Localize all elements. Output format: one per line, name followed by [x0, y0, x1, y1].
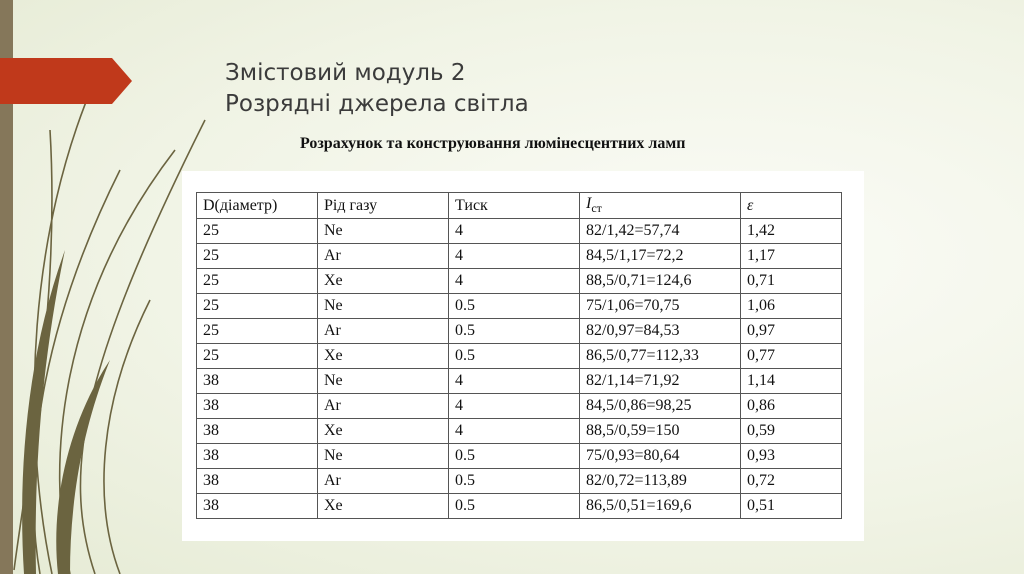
cell-gas-type: Ar — [318, 244, 449, 269]
header-pressure: Тиск — [449, 193, 580, 219]
cell-epsilon: 0,72 — [741, 469, 842, 494]
cell-current: 82/1,14=71,92 — [580, 369, 741, 394]
slide-title — [225, 58, 529, 120]
cell-current: 86,5/0,51=169,6 — [580, 494, 741, 519]
cell-current: 88,5/0,71=124,6 — [580, 269, 741, 294]
cell-current: 86,5/0,77=112,33 — [580, 344, 741, 369]
cell-current: 84,5/1,17=72,2 — [580, 244, 741, 269]
cell-pressure: 0.5 — [449, 444, 580, 469]
table-row — [197, 394, 842, 419]
table-row — [197, 369, 842, 394]
cell-gas-type: Xe — [318, 269, 449, 294]
cell-diameter: 25 — [197, 319, 318, 344]
cell-current: 82/1,42=57,74 — [580, 219, 741, 244]
cell-gas-type: Ar — [318, 319, 449, 344]
cell-gas-type: Xe — [318, 419, 449, 444]
cell-epsilon: 1,14 — [741, 369, 842, 394]
cell-pressure: 4 — [449, 394, 580, 419]
cell-epsilon: 0,77 — [741, 344, 842, 369]
cell-gas-type: Ne — [318, 444, 449, 469]
cell-gas-type: Ne — [318, 369, 449, 394]
header-gas-type: Рід газу — [318, 193, 449, 219]
cell-current: 88,5/0,59=150 — [580, 419, 741, 444]
cell-current: 75/1,06=70,75 — [580, 294, 741, 319]
cell-pressure: 0.5 — [449, 494, 580, 519]
cell-pressure: 0.5 — [449, 344, 580, 369]
cell-current: 82/0,72=113,89 — [580, 469, 741, 494]
cell-diameter: 25 — [197, 219, 318, 244]
slide-subtitle: Розрахунок та конструювання люмінесцентних ламп — [300, 135, 686, 152]
lamp-data-table — [196, 192, 842, 519]
cell-gas-type: Ne — [318, 219, 449, 244]
cell-pressure: 4 — [449, 244, 580, 269]
cell-diameter: 25 — [197, 244, 318, 269]
cell-epsilon: 0,86 — [741, 394, 842, 419]
table-row — [197, 444, 842, 469]
cell-epsilon: 0,59 — [741, 419, 842, 444]
header-current-main: I — [586, 194, 592, 212]
cell-diameter: 25 — [197, 269, 318, 294]
table-row — [197, 319, 842, 344]
table-row — [197, 419, 842, 444]
cell-epsilon: 0,97 — [741, 319, 842, 344]
table-row — [197, 294, 842, 319]
cell-pressure: 0.5 — [449, 319, 580, 344]
cell-gas-type: Ar — [318, 394, 449, 419]
table-panel — [182, 171, 864, 541]
cell-pressure: 4 — [449, 369, 580, 394]
header-epsilon: ε — [741, 193, 842, 219]
header-diameter: D(діаметр) — [197, 193, 318, 219]
cell-diameter: 38 — [197, 419, 318, 444]
cell-diameter: 25 — [197, 294, 318, 319]
table-row — [197, 269, 842, 294]
cell-gas-type: Ne — [318, 294, 449, 319]
title-line-2: Розрядні джерела світла — [225, 91, 529, 117]
cell-pressure: 0.5 — [449, 469, 580, 494]
cell-epsilon: 0,71 — [741, 269, 842, 294]
cell-current: 82/0,97=84,53 — [580, 319, 741, 344]
cell-gas-type: Xe — [318, 494, 449, 519]
table-row — [197, 494, 842, 519]
cell-epsilon: 0,93 — [741, 444, 842, 469]
cell-current: 75/0,93=80,64 — [580, 444, 741, 469]
table-row — [197, 344, 842, 369]
cell-gas-type: Ar — [318, 469, 449, 494]
cell-diameter: 38 — [197, 494, 318, 519]
cell-diameter: 38 — [197, 394, 318, 419]
cell-diameter: 25 — [197, 344, 318, 369]
title-line-1: Змістовий модуль 2 — [225, 60, 466, 86]
table-row — [197, 219, 842, 244]
cell-diameter: 38 — [197, 444, 318, 469]
cell-epsilon: 0,51 — [741, 494, 842, 519]
cell-diameter: 38 — [197, 469, 318, 494]
header-current — [580, 193, 741, 219]
table-row — [197, 244, 842, 269]
cell-gas-type: Xe — [318, 344, 449, 369]
cell-current: 84,5/0,86=98,25 — [580, 394, 741, 419]
cell-epsilon: 1,17 — [741, 244, 842, 269]
cell-pressure: 4 — [449, 219, 580, 244]
red-arrow-banner — [0, 58, 132, 104]
cell-pressure: 0.5 — [449, 294, 580, 319]
cell-epsilon: 1,06 — [741, 294, 842, 319]
cell-pressure: 4 — [449, 419, 580, 444]
table-row — [197, 469, 842, 494]
header-current-sub: ст — [591, 201, 602, 216]
cell-epsilon: 1,42 — [741, 219, 842, 244]
cell-pressure: 4 — [449, 269, 580, 294]
cell-diameter: 38 — [197, 369, 318, 394]
table-header-row — [197, 193, 842, 219]
